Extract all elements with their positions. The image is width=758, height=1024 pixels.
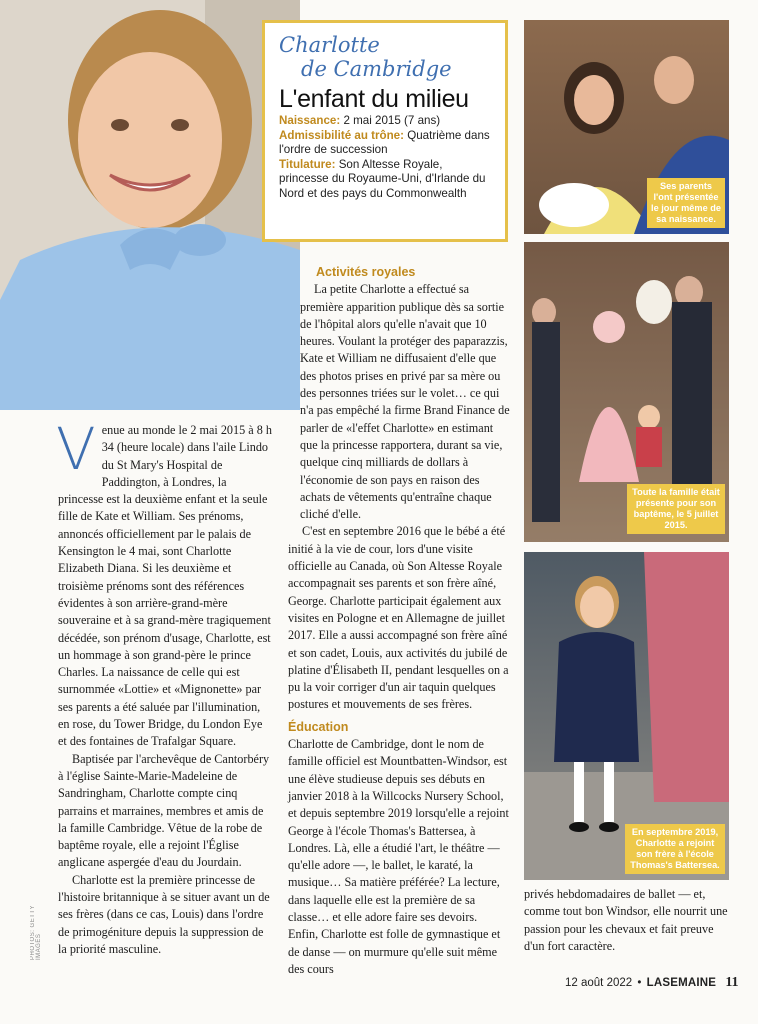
- script-name-line2: de Cambridge: [301, 57, 452, 81]
- photo-baptism: [524, 242, 729, 542]
- fact-title: [279, 158, 493, 202]
- drop-cap: V: [56, 415, 96, 483]
- fact-birth: [279, 114, 493, 129]
- footer-date: 12 août 2022: [565, 977, 633, 989]
- left-paragraph-3: Charlotte est la première princesse de l'histoire britannique à se situer avant un de ses frères (dans ce cas, Louis) dans l'ordre de primogéniture depuis la suppression de la priorité masculine.: [58, 872, 270, 956]
- fact-value: Quatrième dans l'ordre de succession: [279, 128, 490, 156]
- left-paragraph-1-text: enue au monde le 2 mai 2015 à 8 h 34 (heure locale) dans l'aile Lindo du St Mary's Hospital de Paddington, à Londres, la princesse est la deuxième enfant et la seule fille de Kate et William. Ses prénoms, annoncés officiellement par le palais de Kensington le 4 mai, sont Charlotte Elizabeth Diana. Si les deuxième et troisième prénoms sont des références évidentes à son arrière-grand-mère souveraine et à sa grand-mère tragiquement décédée, son prénom d'usage, Charlotte, est un hommage à son grand-père le prince Charles. La naissance de celle qui est surnommée «Lottie» et «Mignonette» par ses parents a été saluée par l'illumination, en rose, du Tower Bridge, du London Eye et des fontaines de Trafalgar Square.: [58, 423, 272, 749]
- fact-value: 2 mai 2015 (7 ans): [340, 114, 441, 127]
- caption-photo2: Toute la famille était présente pour son baptême, le 5 juillet 2015.: [627, 484, 725, 534]
- footer-magazine: LASEMAINE: [646, 977, 717, 989]
- left-column: [56, 415, 273, 958]
- hero-photo: [0, 0, 300, 410]
- script-name: [279, 33, 493, 81]
- fact-label: Naissance:: [279, 114, 341, 127]
- right-column: [524, 886, 729, 955]
- section-heading-royal-activities: Activités royales: [316, 265, 416, 279]
- hero-illustration: [0, 0, 300, 410]
- fact-value: Son Altesse Royale, princesse du Royaume-Uni, d'Irlande du Nord et des pays du Commonwealth: [279, 157, 486, 200]
- page-footer: [565, 975, 739, 991]
- fact-label: Admissibilité au trône:: [279, 128, 404, 142]
- photo-credit: PHOTOS: GETTY IMAGES: [30, 905, 42, 960]
- caption-photo3: En septembre 2019, Charlotte a rejoint son frère à l'école Thomas's Battersea.: [625, 824, 725, 874]
- script-name-line1: Charlotte: [279, 33, 380, 57]
- fact-succession: [279, 129, 493, 158]
- right-paragraph: privés hebdomadaires de ballet — et, comme tout bon Windsor, elle nourrit une passion pour les chevaux et fait preuve d'un fort caractère.: [524, 887, 728, 953]
- photo-parents: [524, 20, 729, 234]
- photo-school: [524, 552, 729, 880]
- section-heading-education: Éducation: [288, 719, 349, 734]
- middle-column: [288, 264, 510, 978]
- footer-page-number: 11: [725, 975, 739, 990]
- middle-paragraph-1: La petite Charlotte a effectué sa première apparition publique dès sa sortie de l'hôpital alors qu'elle n'avait que 10 heures. Voulant la protéger des paparazzis, Kate et William ne diffusaient d'elle que des photos prises en privé par sa mère ou des personnes triées sur le volet… ce qui n'a pas empêché la firme Brand Finance de parler de «l'effet Charlotte» en estimant que la princesse rapportera, durant sa vie, quelque cinq milliards de dollars à l'économie de son pays en raison des achats de vêtements qu'entraîne chaque cliché d'elle.: [300, 282, 510, 522]
- footer-bullet: •: [637, 977, 642, 989]
- headline: L'enfant du milieu: [279, 85, 469, 113]
- left-paragraph-1: [56, 415, 273, 751]
- title-box: [262, 20, 508, 242]
- left-paragraph-2: Baptisée par l'archevêque de Cantorbéry à l'église Sainte-Marie-Madeleine de Sandringham, Charlotte compte cinq parrains et marraines, membres et amis de la famille Cambridge. Vêtue de la robe de baptême royale, elle a rejoint l'Église anglicane aspergée d'eau du Jourdain.: [58, 751, 270, 870]
- middle-paragraph-3: Charlotte de Cambridge, dont le nom de famille officiel est Mountbatten-Windsor, est une élève studieuse depuis ses débuts en janvier 2018 à la Willcocks Nursery School, et depuis septembre 2019 lorsqu'elle a rejoint George à l'école Thomas's Battersea, à Londres. Là, elle a étudié l'art, le théâtre — qu'elle adore —, le ballet, le karaté, la musique… Sa matière préférée? La lecture, dans laquelle elle est la première de sa classe… et elle adore faire ses devoirs. Enfin, Charlotte est folle de gymnastique et de danse — on murmure qu'elle suit même des cours: [288, 737, 509, 976]
- fact-label: Titulature:: [279, 157, 336, 171]
- caption-photo1: Ses parents l'ont présentée le jour même de sa naissance.: [647, 178, 725, 228]
- middle-paragraph-2: C'est en septembre 2016 que le bébé a été initié à la vie de cour, lors d'une visite officielle au Canada, où Son Altesse Royale accompagnait ses parents et son frère aîné, George. Charlotte participait également aux visites en Pologne et en Allemagne de juillet 2017. Elle a aussi accompagné son frère aîné et son cadet, Louis, aux activités du jubilé de platine d'Élisabeth II, pendant lesquelles on a pu la voir corriger d'un air taquin quelques postures et mouvements de ses frères.: [288, 524, 509, 712]
